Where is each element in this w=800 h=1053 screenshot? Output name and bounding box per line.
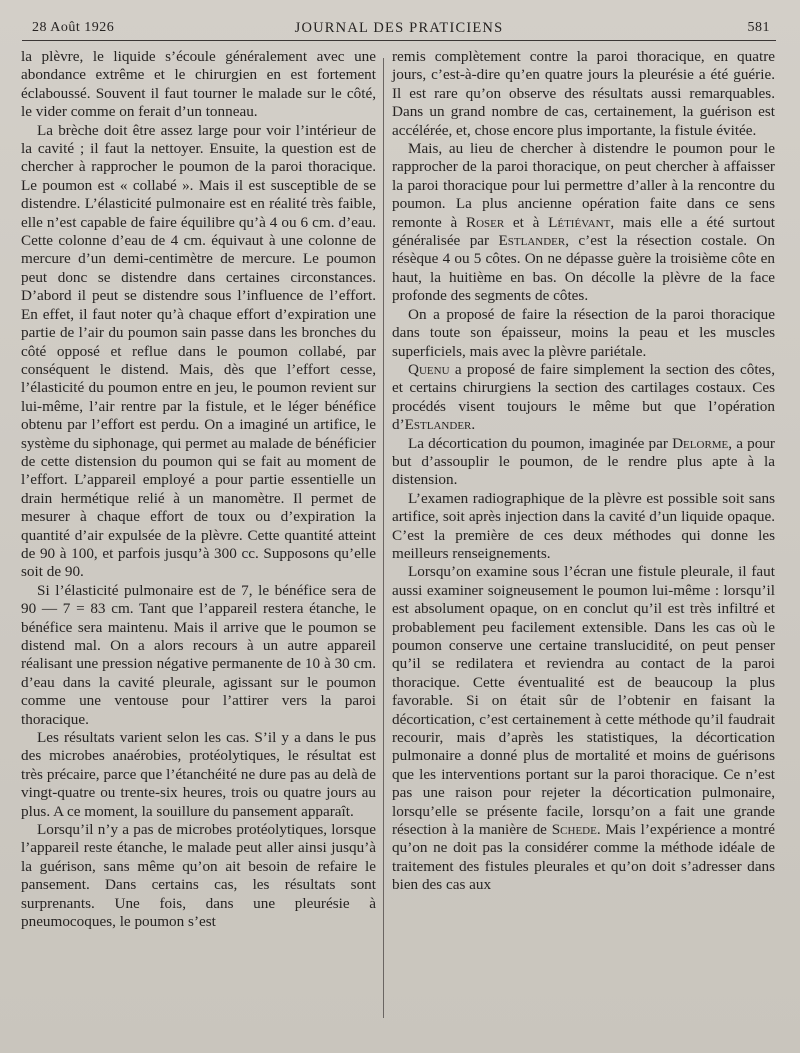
text-run: . Mais l’expérience a montré qu’on ne doit pas la considérer comme la méthode idéale de traitement des fistules pleurales et qu’on doit s’adresser dans bien des cas aux (392, 821, 775, 894)
paragraph (21, 729, 376, 821)
text-run: , mais elle a été surtout généralisée par (392, 213, 775, 250)
text-run: L’examen radiographique de la plèvre est possible soit sans artifice, soit après injection dans la cavité d’un liquide opaque. C’est la première de ces deux méthodes qui donne les meilleurs renseignements. (392, 489, 775, 562)
page-number: 581 (747, 20, 770, 35)
paragraph (21, 122, 376, 582)
paragraph (392, 563, 775, 894)
paragraph (392, 490, 775, 564)
text-run: , c’est la résection costale. On résèque 4 ou 5 côtes. On ne dépasse guère la troisième côte en haut, la huitième en bas. On décolle la plèvre de la face profonde des segments de côtes. (392, 232, 775, 305)
paragraph (392, 361, 775, 435)
author-name: Schede (551, 821, 597, 839)
text-run: Les résultats varient selon les cas. S’il y a dans le pus des microbes anaérobies, protéolytiques, le résultat est très précaire, parce que l’étanchéité ne dure pas au delà de vingt-quatre ou trente-six heures, trois ou quatre jours au plus. A ce moment, la souillure du pansement apparaît. (21, 729, 376, 820)
paragraph (392, 48, 775, 140)
paragraph (21, 48, 376, 122)
paragraph (392, 435, 775, 490)
author-name: Roser (465, 213, 505, 231)
right-column (392, 48, 775, 895)
paragraph (21, 582, 376, 729)
text-run: On a proposé de faire la résection de la paroi thoracique dans toute son épaisseur, moins la peau et les muscles superficiels, mais avec la plèvre pariétale. (392, 305, 775, 360)
text-run: a proposé de faire simplement la section des côtes, et certains chirurgiens la section des cartilages costaux. Ces procédés visent toujours le même but que l’opération d’ (392, 360, 775, 434)
text-run: . (471, 416, 476, 434)
text-run: Lorsqu’il n’y a pas de microbes protéolytiques, lorsque l’appareil reste étanche, le malade peut aller ainsi jusqu’à la guérison, sans même qu’on ait besoin de refaire le pansement. Dans certains cas, les résultats sont surprenants. Une fois, dans une pleurésie à pneumocoques, le poumon s’est (21, 821, 376, 931)
author-name: Quenu (408, 360, 450, 378)
text-run: Mais, au lieu de chercher à distendre le poumon pour le rapprocher de la paroi thoracique, on peut chercher à affaisser la paroi thoracique pour lui permettre d’aller à la rencontre du poumon. La plus ancienne opération faite dans ce sens remonte à (392, 140, 775, 231)
author-name: Estlander (498, 232, 566, 250)
paragraph (392, 306, 775, 361)
text-run: , a pour but d’assouplir le poumon, de le rendre plus apte à la distension. (392, 434, 775, 489)
column-divider (383, 58, 384, 1018)
running-header (22, 18, 776, 42)
text-run: la plèvre, le liquide s’écoule généralement avec une abondance extrême et le chirurgien en est fortement éclaboussé. Souvent il faut tourner le malade sur le côté, le vider comme on ferait d’un tonneau. (21, 48, 376, 121)
text-run: Lorsqu’on examine sous l’écran une fistule pleurale, il faut aussi examiner soigneusement le poumon lui-même : lorsqu’il est absolument opaque, on en conclut qu’il est très infiltré et probablement peu facilement extensible. Dans les cas où le poumon conserve une certaine translucidité, on peut penser qu’il se redilatera et reviendra au contact de la paroi thoracique. Cette éventualité est de beaucoup la plus favorable. Si on était sûr de l’obtenir en faisant la décortication, c’est certainement à cette méthode qu’il faudrait recourir, mais d’après les statistiques, la décortication pulmonaire a donné plus de mortalité et moins de guérisons que les interventions portant sur la paroi thoracique. Ce n’est pas une raison pour rejeter la décortication pulmonaire, lorsqu’elle se présente facile, lorsqu’on a fait une grande résection à la manière de (392, 563, 775, 839)
text-run: remis complètement contre la paroi thoracique, en quatre jours, c’est-à-dire qu’en quatre jours la pleurésie a été guérie. Il est rare qu’on observe des résultats aussi remarquables. Dans un grand nombre de cas, certainement, la guérison est accélérée, et, chose encore plus importante, la fistule évitée. (392, 48, 775, 139)
text-run: La brèche doit être assez large pour voir l’intérieur de la cavité ; il faut la nettoyer. Ensuite, la question est de chercher à rapprocher le poumon de la paroi thoracique. Le poumon est « collabé ». Mais il est susceptible de se distendre. L’élasticité pulmonaire est en réalité très faible, elle n’est capable de faire équilibre qu’à 4 ou 6 cm. d’eau. Cette colonne d’eau de 4 cm. équivaut à une colonne de mercure d’un demi-centimètre de mercure. Le poumon peut donc se distendre dans certaines circonstances. D’abord il peut se distendre sous l’influence de l’effort. En effet, il faut noter qu’à chaque effort d’expiration une partie de l’air du poumon sain passe dans les bronches du côté opposé et reflue dans le poumon collabé, par conséquent le distend. Mais, dès que l’effort cesse, l’élasticité du poumon entre en jeu, le poumon revient sur lui-même, l’air rentre par la fistule, et le léger bénéfice obtenu par l’effort est perdu. On a imaginé un artifice, le système du siphonage, qui permet au malade de bénéficier de cette distension du poumon qui se fait au moment de l’effort. L’appareil employé a pour partie essentielle un drain hermétique relié à un manomètre. Il permet de mesurer à chaque effort de toux ou d’expiration la quantité d’air expulsée de la plèvre. Cette quantité atteint de 90 à 100, et parfois jusqu’à 300 cc. Supposons qu’elle soit de 90. (21, 121, 376, 581)
paragraph (392, 140, 775, 306)
text-run: La décortication du poumon, imaginée par (408, 434, 673, 452)
header-date: 28 Août 1926 (32, 20, 115, 35)
left-column (21, 48, 376, 932)
journal-title: JOURNAL DES PRATICIENS (294, 20, 504, 36)
text-run: et à (504, 213, 549, 231)
header-rule (22, 40, 776, 41)
text-run: Si l’élasticité pulmonaire est de 7, le bénéfice sera de 90 — 7 = 83 cm. Tant que l’appareil restera étanche, le bénéfice sera maintenu. Mais il arrive que le poumon se distend mal. On a alors recours à un autre appareil réalisant une pression négative permanente de 10 à 30 cm. d’eau dans la cavité pleurale, agissant sur le poumon comme une ventouse pour l’attirer vers la paroi thoracique. (21, 581, 376, 728)
paragraph (21, 821, 376, 931)
author-name: Létiévant (548, 213, 611, 231)
author-name: Delorme (672, 434, 729, 452)
author-name: Estlander (404, 416, 472, 434)
